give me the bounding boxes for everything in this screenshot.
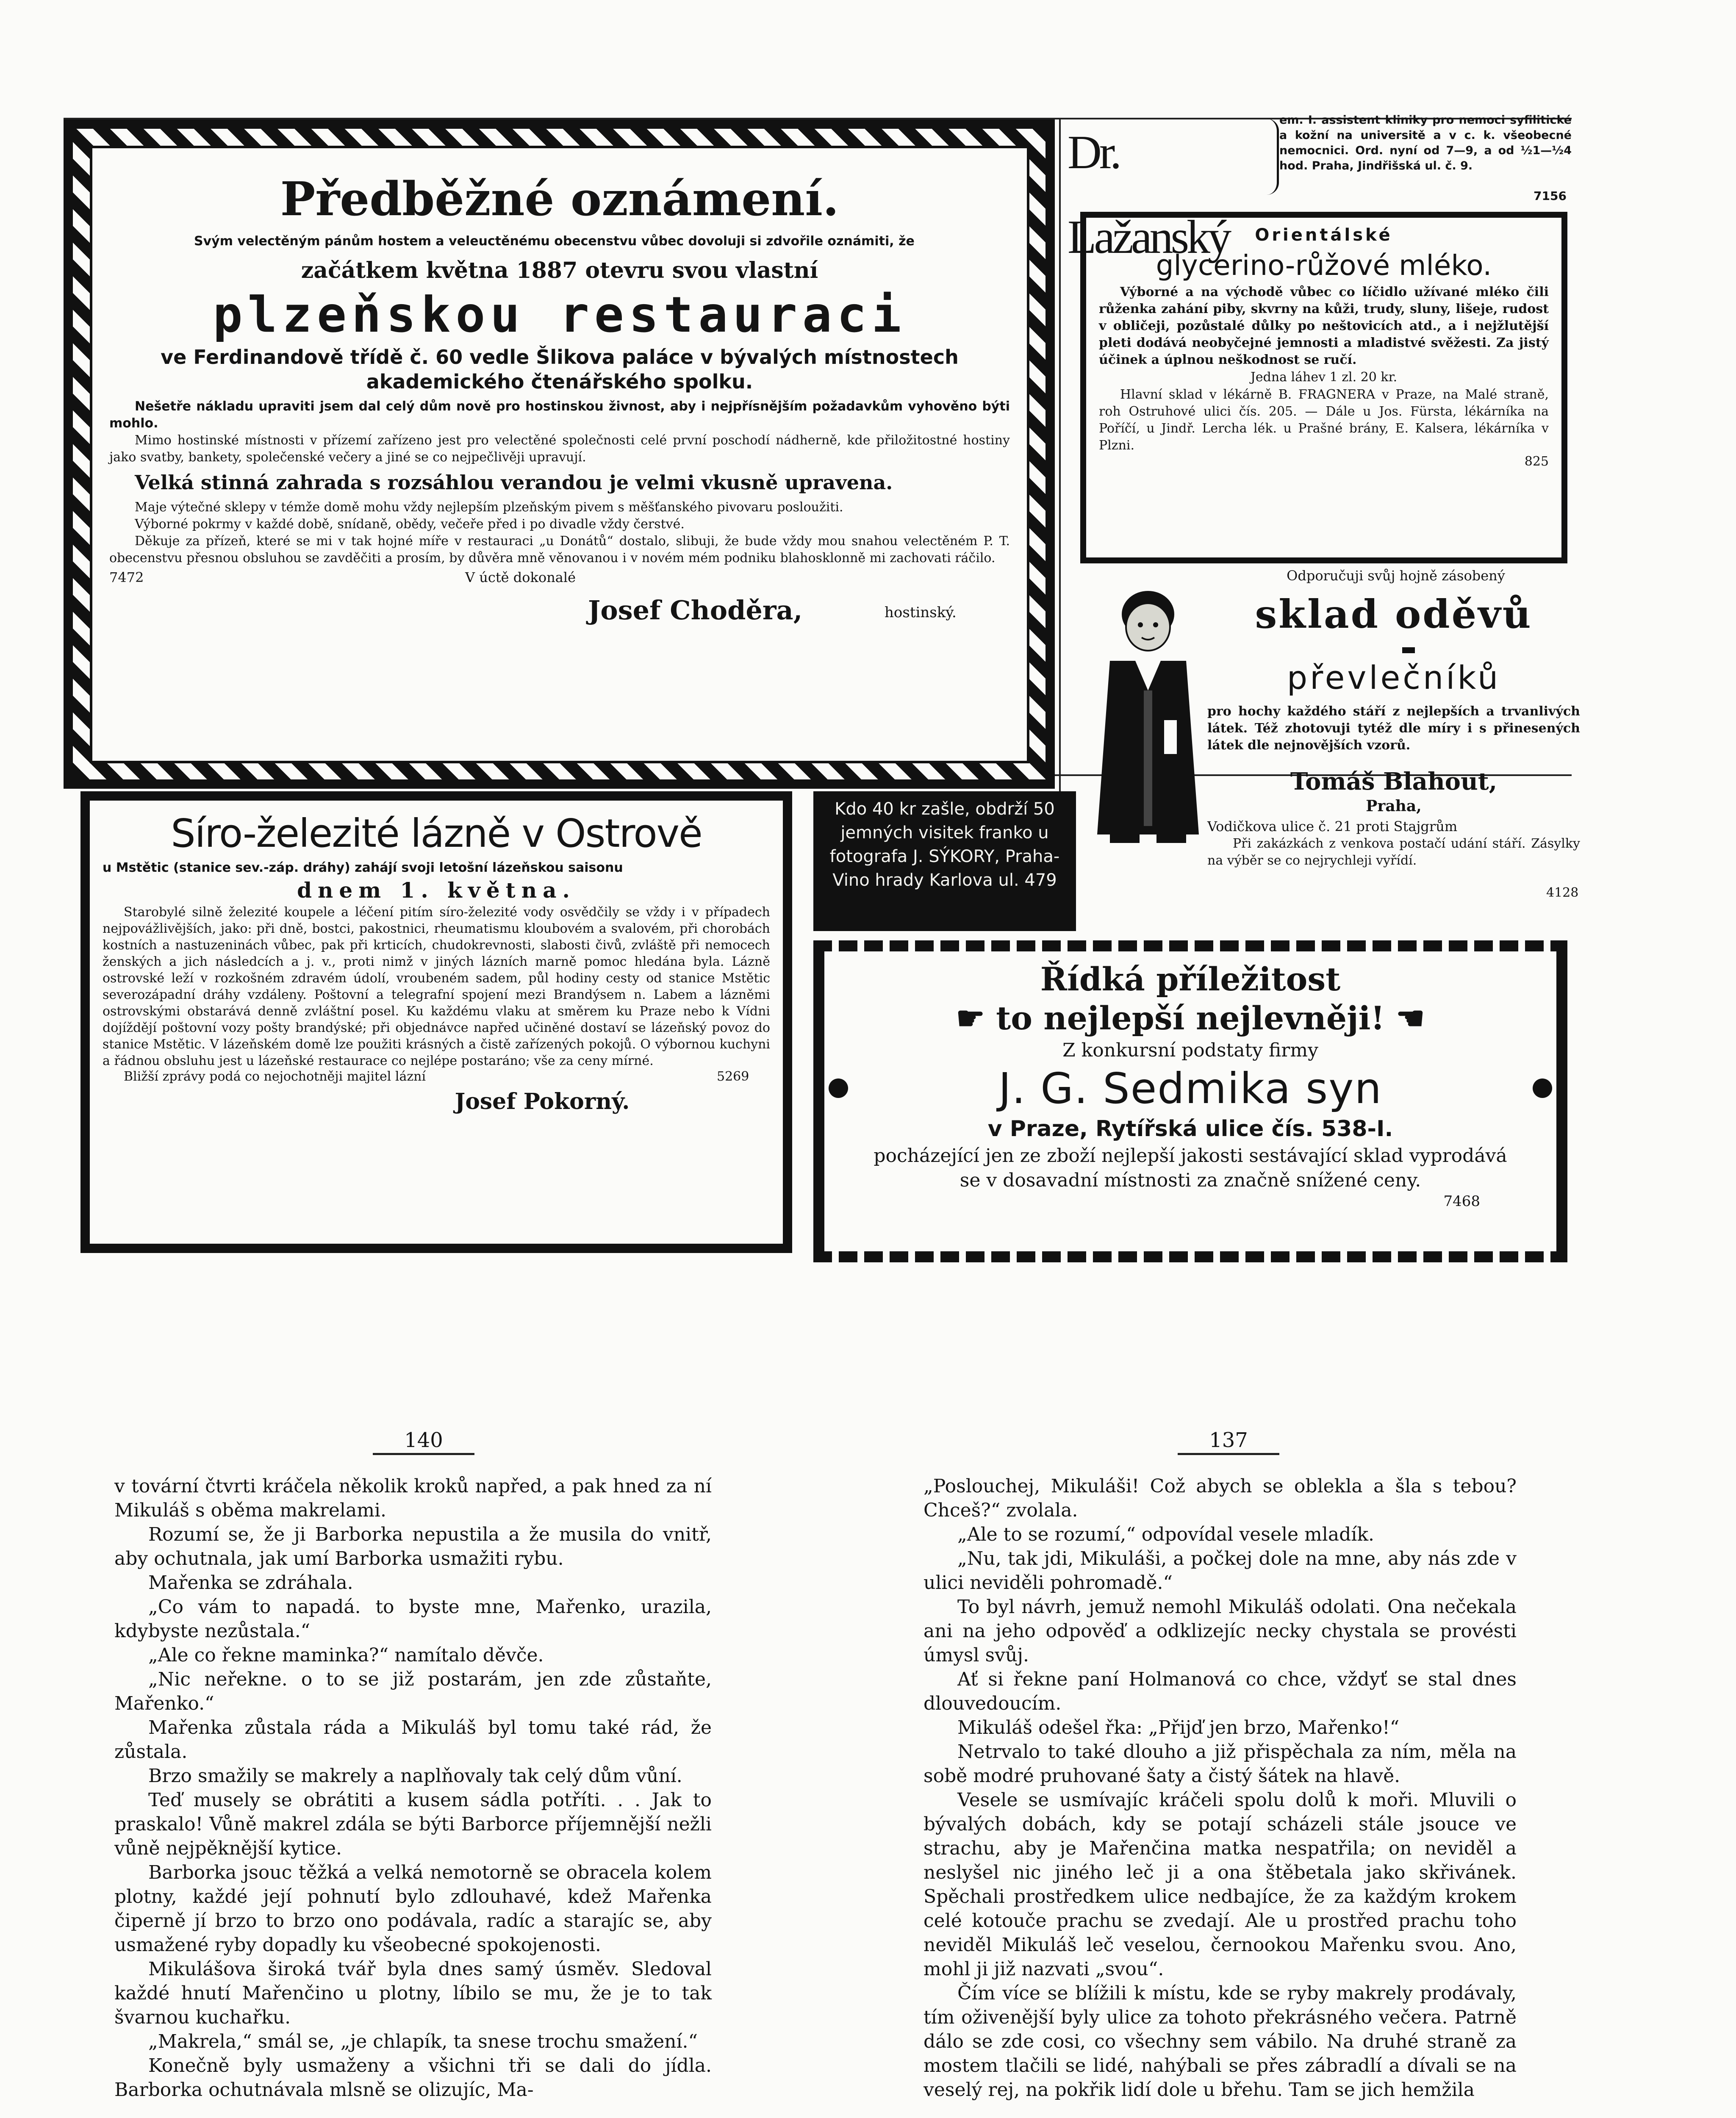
novel-paragraph: Mikulášova široká tvář byla dnes samý úsměv. Sledoval každé hnutí Mařenčino u plotny, líbilo se mu, že je to tak švarnou kuchařku. xyxy=(114,1958,712,2028)
restaurant-ad-inner xyxy=(90,146,1029,763)
right-page-number: 137 xyxy=(1178,1428,1279,1455)
clothes-dash xyxy=(1402,647,1415,653)
novel-paragraph: „Makrela,“ smál se, „je chlapík, ta snese trochu smažení.“ xyxy=(148,2031,698,2052)
left-novel-column xyxy=(114,1474,712,2102)
milk-small-title: Orientálské xyxy=(1255,225,1393,245)
lazansky-brace xyxy=(1267,119,1279,195)
restaurant-p4: Výborné pokrmy v každé době, snídaně, obědy, večeře před i po divadle vždy čerstvé. xyxy=(135,517,685,532)
milk-depot: Hlavní sklad v lékárně B. FRAGNERA v Praze, na Malé straně, roh Ostruhové ulici čís. 205. — Dále u Jos. Fürsta, lékárníka na Poříčí, u Jindř. Lercha lék. u Prašné brány, E. Kalsera, lékárníka v Plzni. xyxy=(1099,387,1549,453)
clothes-number: 4128 xyxy=(1546,885,1579,900)
clothes-text2: Při zakázkách z venkova postačí udání stáří. Zásylky na výběr se co nejrychleji vyřídí. xyxy=(1207,836,1580,868)
novel-paragraph: v tovární čtvrti kráčela několik kroků napřed, a pak hned za ní Mikuláš s oběma makrelami. xyxy=(114,1475,712,1521)
spa-ad xyxy=(80,791,792,1253)
restaurant-p2: Mimo hostinské místnosti v přízemí zařízeno jest pro velectěné společnosti celé první poschodí nádherně, kde přiložitostné hostiny jako svatby, bankety, společenské večery a jiné se co nejpečlivěji upravují. xyxy=(109,433,1010,465)
novel-paragraph: „Ale co řekne maminka?“ namítalo děvče. xyxy=(148,1644,544,1666)
lazansky-text: em. I. assistent kliniky pro nemoci syfilitické a kožní na universitě a v c. k. všeobecné nemocnici. Ord. nyní od 7—9, a od ½1—½4 hod. Praha, Jindřišská ul. č. 9. xyxy=(1279,114,1572,172)
clothes-top: Odporučuji svůj hojně zásobený xyxy=(1287,568,1505,584)
sedmik-title2 xyxy=(850,999,1531,1038)
restaurant-signature: Josef Choděra, xyxy=(588,595,803,626)
spa-sub: u Mstětic (stanice sev.-záp. dráhy) zahájí svoji letošní lázeňskou saisonu xyxy=(103,860,623,875)
sedmik-number: 7468 xyxy=(1443,1193,1480,1210)
sedmik-text: pocházející jen ze zboží nejlepší jakosti sestávající sklad vyprodává se v dosavadní místnosti za značně snížené ceny. xyxy=(874,1145,1507,1191)
clothes-title: sklad oděvů xyxy=(1255,591,1533,637)
spa-info: Bližší zprávy podá co nejochotněji majitel lázní xyxy=(124,1069,426,1084)
novel-paragraph: Konečně byly usmaženy a všichni tři se dali do jídla. Barborka ochutnávala mlsně se olizujíc, Ma- xyxy=(114,2055,712,2101)
spa-title: Síro-železité lázně v Ostrově xyxy=(171,811,702,856)
novel-paragraph: Brzo smažily se makrely a naplňovaly tak celý dům vůní. xyxy=(148,1765,682,1787)
spa-date: dnem 1. května. xyxy=(297,878,576,903)
clothes-city: Praha, xyxy=(1366,797,1422,815)
novel-paragraph: Mařenka zůstala ráda a Mikuláš byl tomu také rád, že zůstala. xyxy=(114,1717,712,1763)
restaurant-intro: Svým velectěným pánům hostem a veleuctěnému obecenstvu vůbec dovoluji si zdvořile oznámiti, že xyxy=(194,234,915,249)
novel-paragraph: Vesele se usmívajíc kráčeli spolu dolů k moři. Mluvili o bývalých dobách, kdy se potají scházeli stále jsouce ve strachu, aby je Mařenčina matka nespatřila; on neviděl a neslyšel nic jiného leč ji a ona štěbetala jako skřivánek. Spěchali prostředkem ulice nedbajíce, že za každým krokem celé kotouče prachu se zvedají. Ale u prostřed prachu toho neviděl Mikuláš leč veselou, černookou Mařenku svou. Ano, mohl ji již nazvati „svou“. xyxy=(923,1789,1517,1980)
restaurant-p3: Maje výtečné sklepy v témže domě mohu vždy nejlepším plzeňským pivem s měšťanského pivovaru posloužiti. xyxy=(135,500,843,515)
novel-paragraph: Čím více se blížili k místu, kde se ryby makrely prodávaly, tím oživenější byly ulice za tohoto překrásného večera. Patrně dálo se zde cosi, co všechny sem vábilo. Na druhé straně za mostem tlačili se lidé, nahýbali se přes zábradlí a dívali se na veselý rej, na pokřik lidí dole u břehu. Tam se jich hemžila xyxy=(923,1982,1517,2101)
milk-ad xyxy=(1080,212,1567,563)
sedmik-address: v Praze, Rytířská ulice čís. 538-I. xyxy=(987,1116,1393,1142)
milk-number: 825 xyxy=(1524,454,1549,469)
clothes-title2: převlečníků xyxy=(1287,659,1501,696)
pointing-hand-left-icon: ☛ xyxy=(956,999,996,1037)
restaurant-headline: plzeňskou restauraci xyxy=(213,286,907,344)
restaurant-line2: začátkem května 1887 otevru svou vlastní xyxy=(301,258,818,283)
novel-paragraph: „Nic neřekne. o to se již postarám, jen zde zůstaňte, Mařenko.“ xyxy=(114,1669,712,1714)
sykora-ad xyxy=(813,791,1076,931)
spa-signature: Josef Pokorný. xyxy=(455,1089,630,1114)
clothes-name: Tomáš Blahout, xyxy=(1290,768,1498,796)
restaurant-title: Předběžné oznámení. xyxy=(280,172,839,226)
sedmik-bullet-right xyxy=(1533,1078,1552,1100)
sedmik-firm: J. G. Sedmika syn xyxy=(998,1064,1382,1113)
boy-illustration xyxy=(1084,580,1212,843)
sedmik-title2-text: to nejlepší nejlevněji! xyxy=(996,999,1385,1037)
lazansky-number: 7156 xyxy=(1534,189,1567,203)
clothes-address: Vodičkova ulice č. 21 proti Stajgrům xyxy=(1207,818,1458,834)
milk-price: Jedna láhev 1 zl. 20 kr. xyxy=(1250,370,1398,385)
novel-paragraph: Ať si řekne paní Holmanová co chce, vždyť se stal dnes dlouvedoucím. xyxy=(923,1669,1517,1714)
novel-paragraph: „Nu, tak jdi, Mikuláši, a počkej dole na mne, aby nás zde v ulici neviděli pohromadě.“ xyxy=(923,1548,1517,1594)
novel-paragraph: Rozumí se, že ji Barborka nepustila a že musila do vnitř, aby ochutnala, jak umí Barborka usmažiti rybu. xyxy=(114,1524,712,1569)
sykora-text: Kdo 40 kr zašle, obdrží 50 jemných visitek franko u fotografa J. SÝKORY, Praha-Vino hrady Karlova ul. 479 xyxy=(829,799,1060,890)
clothes-ad xyxy=(1080,568,1580,928)
clothes-text: pro hochy každého stáří z nejlepších a trvanlivých látek. Též zhotovuji tytéž dle míry i s přinesených látek dle nejnovějších vzorů. xyxy=(1207,704,1580,753)
novel-paragraph: Mařenka se zdráhala. xyxy=(148,1572,353,1594)
sedmik-ad xyxy=(813,940,1567,1262)
restaurant-ad xyxy=(64,119,1055,789)
left-page-number: 140 xyxy=(373,1428,474,1455)
restaurant-p5: Děkuje za přízeň, které se mi v tak hojné míře v restauraci „u Donátů“ dostalo, slibuji, že bude vždy mou snahou velectěném P. T. obecenstvu přesnou obsluhou se zavděčiti a prosím, by důvěra mně věnovanou i v novém mém podniku blahosklonně mi zachovati ráčilo. xyxy=(109,534,1010,566)
sedmik-title: Řídká příležitost xyxy=(1040,960,1341,998)
restaurant-garden: Velká stinná zahrada s rozsáhlou verandou je velmi vkusně upravena. xyxy=(135,471,893,494)
right-novel-column xyxy=(923,1474,1517,2102)
novel-paragraph: „Co vám to napadá. to byste mne, Mařenko, urazila, kdybyste nezůstala.“ xyxy=(114,1596,712,1642)
restaurant-signoff: V úctě dokonalé xyxy=(465,569,576,585)
spa-number: 5269 xyxy=(717,1069,749,1084)
novel-paragraph: „Poslouchej, Mikuláši! Což abych se oblekla a šla s tebou? Chceš?“ zvolala. xyxy=(923,1475,1517,1521)
novel-paragraph: To byl návrh, jemuž nemohl Mikuláš odolati. Ona nečekala ani na jeho odpověď a odklizejíc necky chystala se provésti úmysl svůj. xyxy=(923,1596,1517,1666)
column-divider xyxy=(1059,118,1061,800)
spa-text: Starobylé silně železité koupele a léčení pitím síro-železité vody osvědčily se vždy i v případech nejpovážlivějších, jako: při dně, bostci, pakostnici, rheumatismu kloubovém a svalovém, při chorobách kostních a nastuzeninách vůbec, pak při krticích, chudokrevnosti, slabosti čivů, zvláště při nemocech ženských a jich následcích a j. v., proti nimž v jiných lázních marně pomoc hledána byla. Lázně ostrovské leží v rozkošném zdravém údolí, vroubeném sadem, půl hodiny cesty od stanice Mstětic severozápadní dráhy vzdáleny. Poštovní a telegrafní spojení mezi Brandýsem n. Labem a lázněmi ostrovskými obstarává denně zvláštní posel. Ku každému vlaku at směrem ku Praze nebo k Vídni dojíždějí poštovní vozy pošty brandýské; při objednávce napřed učiněné dostaví se lázeňský povoz do stanice Mstětic. V lázeňském domě lze použiti krásných a čistě zařízených pokojů. O výbornou kuchyni a řádnou obsluhu jest u lázeňské restaurace co nejlépe postaráno; vše za ceny mírné. xyxy=(103,905,770,1068)
sedmik-sub: Z konkursní podstaty firmy xyxy=(1062,1040,1318,1061)
restaurant-number: 7472 xyxy=(109,569,144,585)
lazansky-name: Dr. Lažanský xyxy=(1068,126,1229,263)
milk-text: Výborné a na východě vůbec co líčidlo užívané mléko čili růženka zahání piby, skvrny na kůži, trudy, sluny, lišeje, rudost v obličeji, pozůstalé důlky po neštovicích atd., a i nejžlutější pleti dodává neobyčejné jemnosti a mladistvé svěžesti. Za jistý účinek a úplnou neškodnost se ručí. xyxy=(1099,285,1549,367)
milk-title: glycerino-růžové mléko. xyxy=(1156,249,1492,282)
restaurant-location: ve Ferdinandově třídě č. 60 vedle Šlikova paláce v bývalých místnostech akademického čtenářského spolku. xyxy=(161,346,959,393)
novel-paragraph: Teď musely se obrátiti a kusem sádla potříti. . . Jak to praskalo! Vůně makrel zdála se býti Barborce příjemnější nežli vůně nejpěknější kytice. xyxy=(114,1789,712,1859)
novel-paragraph: „Ale to se rozumí,“ odpovídal vesele mladík. xyxy=(957,1524,1374,1545)
novel-paragraph: Mikuláš odešel řka: „Přijď jen brzo, Mařenko!“ xyxy=(957,1717,1400,1738)
novel-paragraph: Netrvalo to také dlouho a již přispěchala za ním, měla na sobě modré pruhované šaty a čistý šátek na hlavě. xyxy=(923,1741,1517,1787)
pointing-hand-right-icon: ☚ xyxy=(1384,999,1425,1037)
restaurant-p1: Nešetře nákladu upraviti jsem dal celý dům nově pro hostinskou živnost, aby i nejpřísnějším požadavkům vyhověno býti mohlo. xyxy=(109,399,1010,431)
restaurant-signature-role: hostinský. xyxy=(885,604,957,621)
novel-paragraph: Barborka jsouc těžká a velká nemotorně se obracela kolem plotny, každé její pohnutí bylo zdlouhavé, kdež Mařenka čiperně jí brzo to brzo ono podávala, radíc a starajíc se, aby usmažené ryby dopadly ku všeobecné spokojenosti. xyxy=(114,1862,712,1956)
sedmik-bullet-left xyxy=(829,1078,848,1100)
